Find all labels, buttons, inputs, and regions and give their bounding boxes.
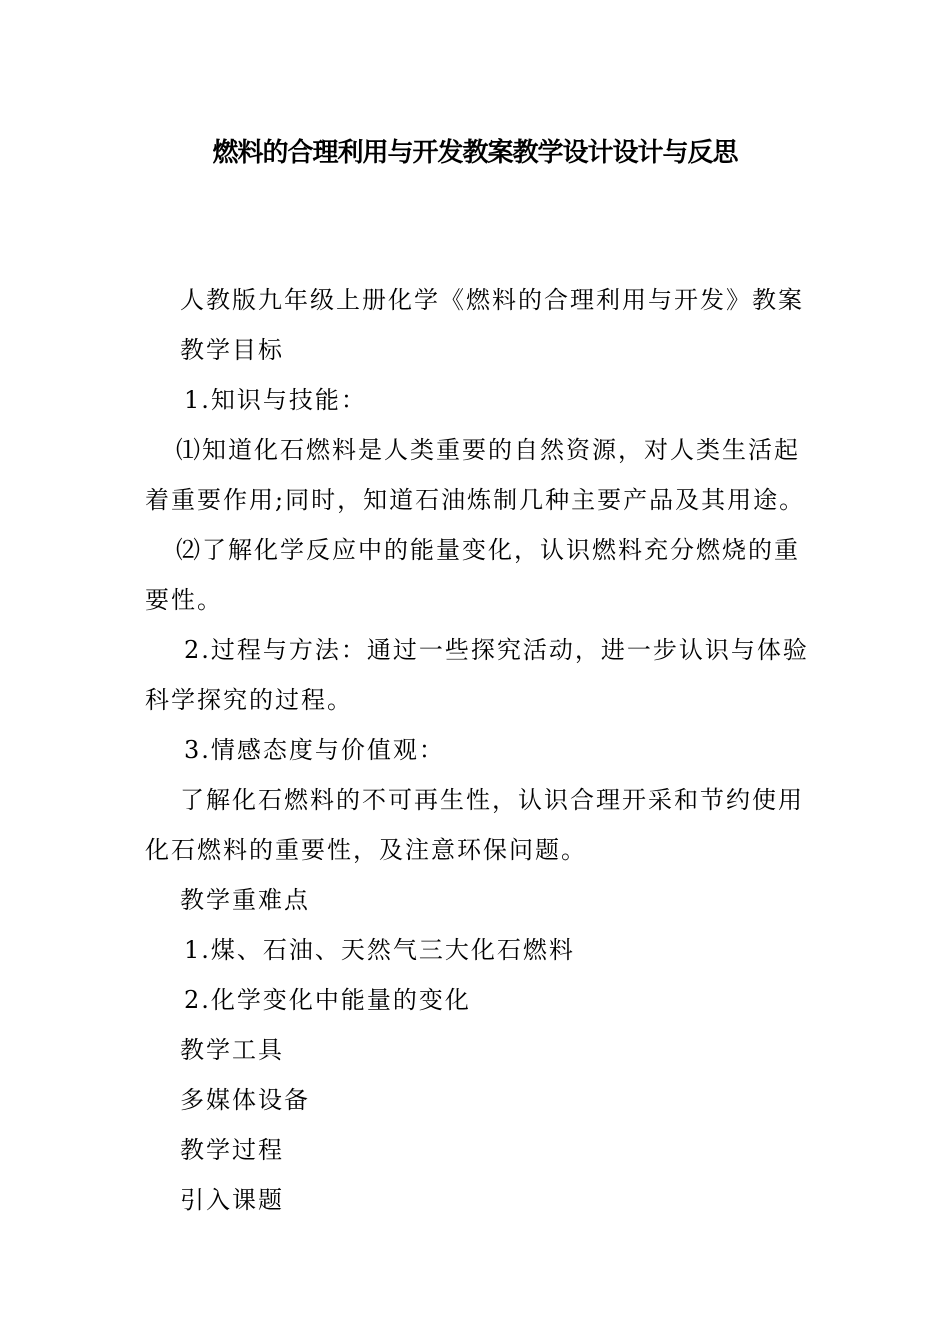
section-heading-tools: 教学工具 (180, 1036, 284, 1064)
section-heading-process: 教学过程 (180, 1136, 284, 1164)
tools-line: 多媒体设备 (180, 1086, 310, 1114)
subtitle-line: 人教版九年级上册化学《燃料的合理利用与开发》教案 (180, 286, 804, 314)
objective-process-line: 2.过程与方法：通过一些探究活动，进一步认识与体验 (184, 636, 809, 664)
paragraph-line: 科学探究的过程。 (145, 686, 353, 714)
list-item: 2.化学变化中能量的变化 (184, 986, 471, 1014)
paragraph-line: 着重要作用;同时，知道石油炼制几种主要产品及其用途。 (145, 486, 806, 514)
section-heading-key-points: 教学重难点 (180, 886, 310, 914)
process-step-line: 引入课题 (180, 1186, 284, 1214)
paragraph-line: 了解化石燃料的不可再生性，认识合理开采和节约使用 (180, 786, 804, 814)
paragraph-line: 化石燃料的重要性，及注意环保问题。 (145, 836, 587, 864)
objective-knowledge-heading: 1.知识与技能： (184, 386, 367, 414)
document-title: 燃料的合理利用与开发教案教学设计设计与反思 (212, 138, 738, 168)
objective-attitude-heading: 3.情感态度与价值观： (184, 736, 445, 764)
paragraph-line: ⑴知道化石燃料是人类重要的自然资源，对人类生活起 (176, 436, 800, 464)
paragraph-line: 要性。 (145, 586, 223, 614)
section-heading-objectives: 教学目标 (180, 336, 284, 364)
paragraph-line: ⑵了解化学反应中的能量变化，认识燃料充分燃烧的重 (176, 536, 800, 564)
list-item: 1.煤、石油、天然气三大化石燃料 (184, 936, 575, 964)
